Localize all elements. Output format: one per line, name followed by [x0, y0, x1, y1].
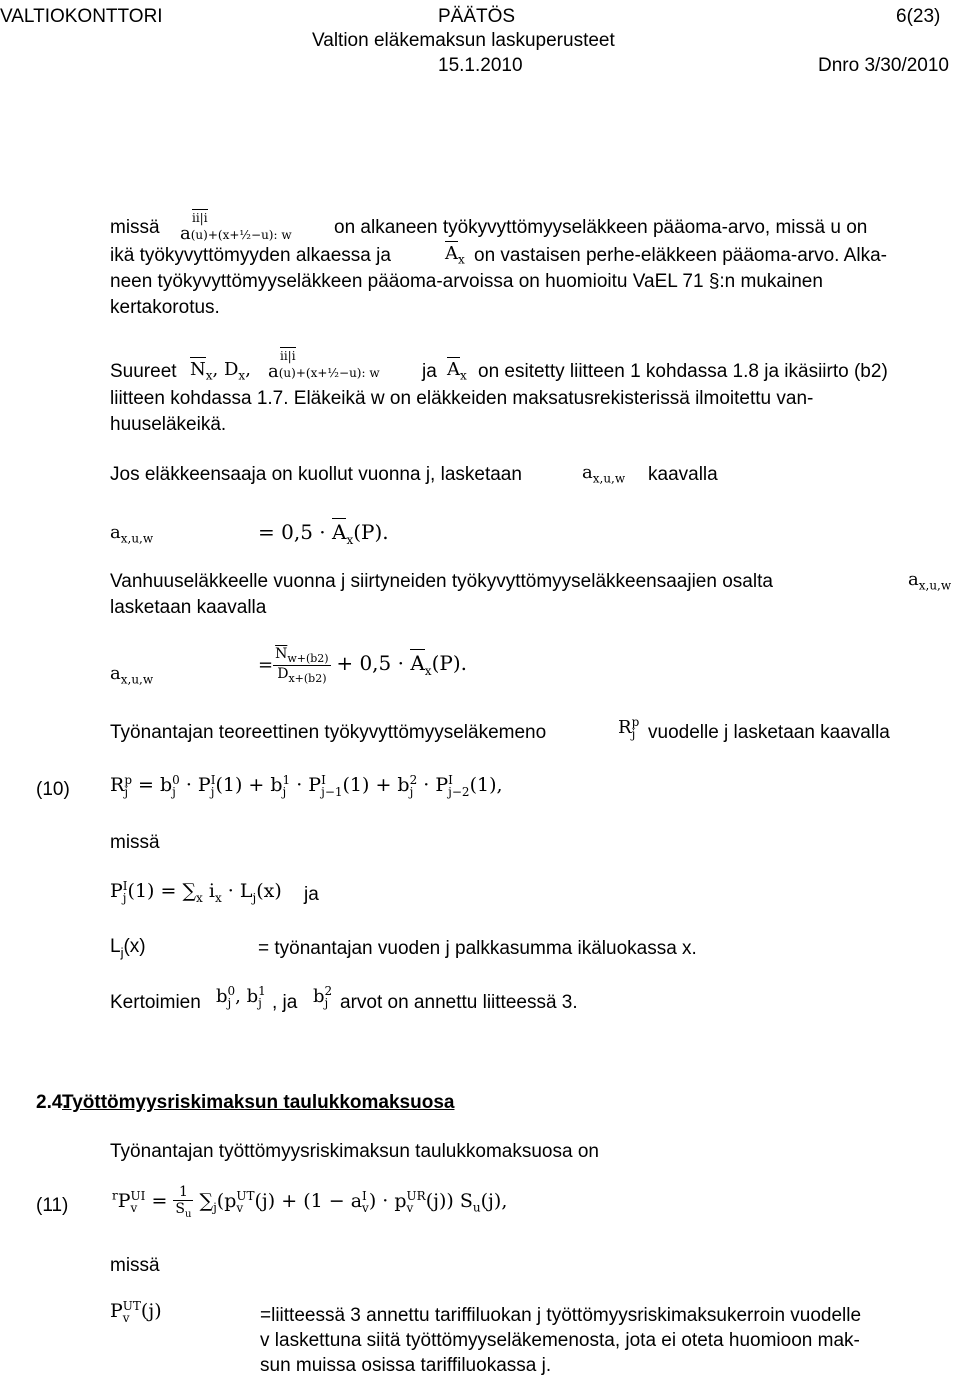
para1-text1: on alkaneen työkyvyttömyyseläkkeen pääoma-arvo, missä u on — [334, 217, 868, 238]
formula-axuw-rhs: = $0,5 \cdot A_x(P)$. — [258, 520, 389, 547]
para4-text2: lasketaan kaavalla — [110, 597, 267, 618]
formula-axuw-lhs: $a_{x,u,w}$ — [110, 522, 154, 546]
para2-text1: on esitetty liitteen 1 kohdassa 1.8 ja ikäsiirto (b2) — [478, 361, 888, 382]
eq11-formula: $^r$P UI v = $\frac{1}{S_u}$ $\sum_j(p$ UT v (j) + (1 − a I v ) · p UR v (j)) $S_u(j)$, — [112, 1184, 508, 1220]
header-page: 6(23) — [896, 6, 941, 27]
coef-lead: Kertoimien — [110, 992, 201, 1013]
coef-b2: b 2 j — [313, 984, 333, 1010]
missa-1: missä — [110, 832, 160, 853]
put-line3: sun muissa osissa tariffiluokassa j. — [260, 1355, 552, 1376]
pj-formula: P I j $(1) = \sum_x$ $i_x \cdot L_j(x)$ — [110, 879, 282, 905]
section-intro: Työnantajan työttömyysriskimaksun taulukkomaksuosa on — [110, 1141, 599, 1162]
axuw-symbol-2: $a_{x,u,w}$ — [908, 569, 952, 593]
para5-text1: Työnantajan teoreettinen työkyvyttömyyseläkemeno — [110, 722, 547, 743]
lj-symbol: $L_j(x)$ — [110, 936, 146, 960]
header-subject: Valtion eläkemaksun laskuperusteet — [312, 30, 615, 51]
header-org: VALTIOKONTTORI — [0, 6, 163, 27]
header-doc-type: PÄÄTÖS — [438, 6, 516, 27]
nx-dx-symbols: $N_x$, $D_x$, — [190, 359, 251, 383]
pj-ja: ja — [304, 884, 319, 905]
section-number: 2.4. — [36, 1092, 68, 1113]
ax-symbol: $A_x$ — [445, 243, 465, 267]
coef-b0-b1: b 0 j , b 1 j — [216, 984, 266, 1010]
eq11-number: (11) — [36, 1195, 69, 1216]
coef-ja: , ja — [272, 992, 298, 1013]
rjp-symbol: R p j — [618, 715, 640, 741]
put-line1: =liitteessä 3 annettu tariffiluokan j työttömyysriskimaksukerroin vuodelle — [260, 1305, 862, 1326]
coef-tail: arvot on annettu liitteessä 3. — [340, 992, 578, 1013]
para2-text2: liitteen kohdassa 1.7. Eläkeikä w on eläkkeiden maksatusrekisterissä ilmoitettu van- — [110, 388, 814, 409]
para3-text2: kaavalla — [648, 464, 718, 485]
ax-symbol-2: $A_x$ — [447, 359, 467, 383]
eq10-number: (10) — [36, 779, 70, 800]
para5-text2: vuodelle j lasketaan kaavalla — [648, 722, 890, 743]
para1-text4: neen työkyvyttömyyseläkkeen pääoma-arvoissa on huomioitu VaEL 71 §:n mukainen — [110, 271, 823, 292]
para1-lead: missä — [110, 217, 160, 238]
para2-lead: Suureet — [110, 361, 177, 382]
para1-text2: ikä työkyvyttömyyden alkaessa ja — [110, 245, 391, 266]
para2-text3: huuseläkeikä. — [110, 414, 227, 435]
para4-text1: Vanhuuseläkkeelle vuonna j siirtyneiden työkyvyttömyyseläkkeensaajien osalta — [110, 571, 773, 592]
missa-2: missä — [110, 1255, 160, 1276]
header-ref: Dnro 3/30/2010 — [818, 55, 949, 76]
para1-text3: on vastaisen perhe-eläkkeen pääoma-arvo. Alka- — [474, 245, 887, 266]
para1-text5: kertakorotus. — [110, 297, 220, 318]
formula2-lhs: $a_{x,u,w}$ — [110, 663, 154, 687]
header-date: 15.1.2010 — [438, 55, 523, 76]
annuity-symbol-2: ii|i a(u)+(x+½−u): w — [268, 349, 380, 382]
section-title: Työttömyysriskimaksun taulukkomaksuosa — [62, 1092, 455, 1113]
lj-text: = työnantajan vuoden j palkkasumma ikäluokassa x. — [258, 938, 697, 959]
para3-text1: Jos eläkkeensaaja on kuollut vuonna j, lasketaan — [110, 464, 522, 485]
eq10-formula: R p j = b 0 j · P I j (1) + b 1 j · P I j−1 (1) + b 2 j · P I j−2 (1), — [110, 773, 503, 799]
axuw-symbol: $a_{x,u,w}$ — [582, 462, 626, 486]
put-symbol: P UT v (j) — [110, 1299, 162, 1325]
para2-mid: ja — [422, 361, 437, 382]
put-line2: v laskettuna siitä työttömyyseläkemenosta, jota ei oteta huomioon mak- — [260, 1330, 860, 1351]
formula2-rhs: = $\frac{\overline{N}_{w+(b2)}}{D_{x+(b2)}}$ + $0,5 \cdot A_x(P)$. — [258, 646, 467, 685]
annuity-symbol: ii|i a(u)+(x+½−u): w — [180, 211, 292, 244]
